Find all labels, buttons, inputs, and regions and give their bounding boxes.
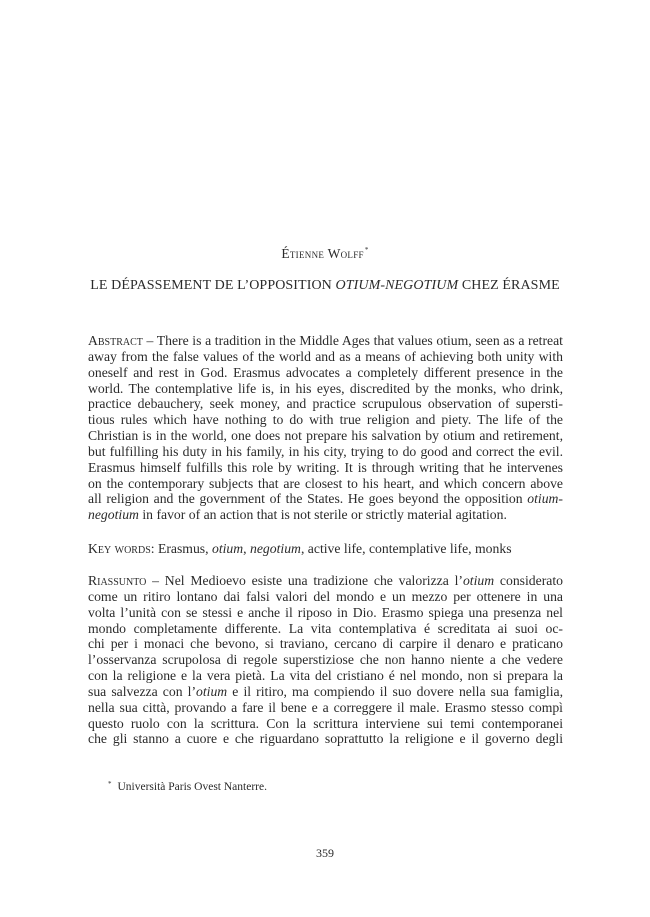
title-part-1: LE DÉPASSEMENT DE L’OPPOSITION	[90, 278, 336, 293]
riassunto-section	[88, 573, 563, 747]
keywords-text: , active life, contemplative life, monks	[300, 541, 512, 556]
keywords-section	[88, 541, 563, 557]
article-title	[0, 278, 650, 294]
abstract-line-text: – There is a tradition in the Middle Ages that values otium, seen as a retreat	[142, 333, 563, 348]
keywords-text: ,	[243, 541, 250, 556]
riassunto-line-text: – Nel Medioevo esiste una tradizione che valorizza l’	[146, 573, 463, 588]
keywords-text: : Erasmus,	[150, 541, 212, 556]
riassunto-line	[88, 684, 563, 700]
abstract-line	[88, 491, 563, 507]
abstract-line: Christian is in the world, one does not prepare his salvation by otium and retirement,	[88, 428, 563, 444]
abstract-line: practice debauchery, seek money, and practice scrupulous observation of supersti-	[88, 396, 563, 412]
riassunto-line: l’osservanza scrupolosa di regole superstiziose che non hanno niente a che vedere	[88, 652, 563, 668]
abstract-line: but fulfilling his duty in his family, in his city, trying to do good and correct the evil.	[88, 443, 563, 459]
author-footnote-mark: *	[364, 246, 369, 254]
riassunto-line-text: sua salvezza con l’	[88, 683, 197, 699]
keywords-line	[88, 541, 563, 557]
footnote-mark: *	[108, 780, 112, 788]
riassunto-italic-term: otium	[196, 683, 228, 699]
abstract-line: tious rules which have nothing to do with true religion and piety. The life of the	[88, 412, 563, 428]
riassunto-line: con la religione e la vera pietà. La vita del cristiano é nel mondo, non si prepara la	[88, 668, 563, 684]
footnote	[108, 780, 267, 793]
abstract-section	[88, 333, 563, 523]
keyword-italic: otium	[211, 541, 244, 556]
abstract-line-text: all religion and the government of the States. He goes beyond the opposition	[88, 491, 528, 507]
keyword-italic: negotium	[250, 541, 301, 556]
abstract-line	[88, 507, 563, 523]
page-number: 359	[316, 846, 334, 860]
title-italic: OTIUM-NEGOTIUM	[335, 278, 459, 293]
riassunto-line: volta l’unità con se stessi e anche il riposo in Dio. Erasmo spiega una presenza nel	[88, 604, 563, 620]
abstract-line	[88, 333, 563, 349]
title-part-2: CHEZ ÉRASME	[458, 278, 560, 293]
riassunto-line: questo ruolo con la scrittura. Con la scrittura interviene sui temi contemporanei	[88, 715, 563, 731]
author-name-text: Étienne Wolff	[281, 246, 364, 261]
riassunto-line	[88, 573, 563, 589]
abstract-line: world. The contemplative life is, in his eyes, discredited by the monks, who drink,	[88, 380, 563, 396]
keywords-label: Key words	[88, 541, 151, 556]
abstract-italic-term: otium-	[527, 491, 563, 507]
riassunto-line: che gli stanno a cuore e che riguardano soprattutto la religione e il governo degli	[88, 731, 563, 747]
riassunto-line: come un ritiro lontano dai falsi valori del mondo e un mezzo per ottenere in una	[88, 588, 563, 604]
riassunto-line: mondo completamente differente. La vita contemplativa é screditata ai suoi oc-	[88, 620, 563, 636]
abstract-label: Abstract	[88, 333, 143, 348]
footnote-text: Università Paris Ovest Nanterre.	[117, 781, 267, 793]
abstract-line: away from the false values of the world and as a means of achieving both unity with	[88, 348, 563, 364]
riassunto-line-text: e il ritiro, ma compiendo il suo dovere nella sua famiglia,	[227, 683, 564, 699]
abstract-line: Erasmus himself fulfills this role by writing. It is through writing that he intervenes	[88, 459, 563, 475]
riassunto-line: nella sua città, provando a fare il bene e a correggere il male. Erasmo stesso compì	[88, 699, 563, 715]
abstract-italic-term: negotium	[88, 507, 139, 523]
abstract-line: oneself and rest in God. Erasmus advocates a completely different presence in the	[88, 364, 563, 380]
riassunto-label: Riassunto	[88, 573, 147, 588]
riassunto-line-text: considerato	[494, 573, 563, 588]
author-name	[0, 246, 650, 262]
riassunto-line: chi per i monaci che bevono, si traviano, cercano di carpire il denaro e praticano	[88, 636, 563, 652]
abstract-line-text: in favor of an action that is not sterile or strictly material agitation.	[138, 507, 507, 523]
riassunto-italic-term: otium	[462, 573, 495, 588]
abstract-line: on the contemporary subjects that are closest to his heart, and which concern above	[88, 475, 563, 491]
